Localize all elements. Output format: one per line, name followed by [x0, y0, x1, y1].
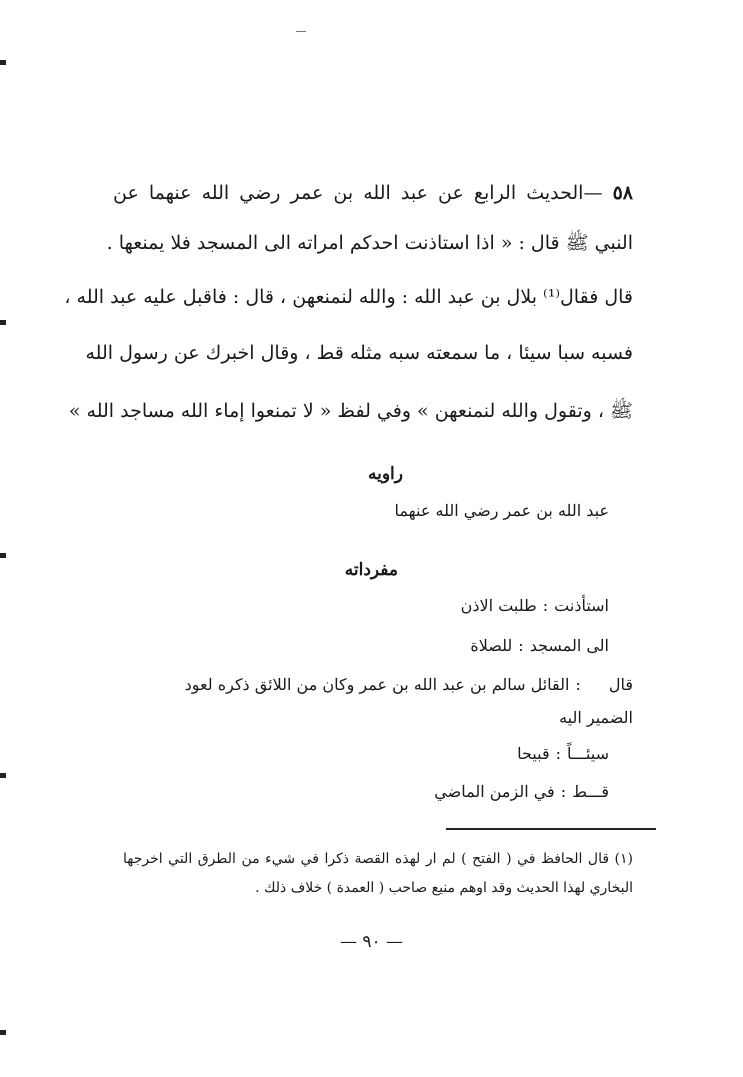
hadith-line-3: قال فقال⁽¹⁾ بلال بن عبد الله : والله لنمنعهن ، قال : فاقبل عليه عبد الله ، — [64, 286, 633, 308]
vocab-heading: مفرداته — [344, 560, 398, 580]
vocab-separator: : — [542, 596, 549, 615]
narrator-heading: راويه — [368, 464, 403, 484]
vocab-term: سيئـــاً — [567, 744, 609, 763]
footnote-line-2: البخاري لهذا الحديث وقد اوهم منيع صاحب ( العمدة ) خلاف ذلك . — [255, 880, 633, 896]
vocab-row — [434, 779, 609, 805]
hadith-line-1 — [113, 178, 633, 208]
vocab-meaning: قبيحا — [517, 744, 550, 763]
vocab-row — [470, 633, 609, 659]
hadith-line-4: فسبه سبا سيئا ، ما سمعته سبه مثله قط ، وقال اخبرك عن رسول الله — [85, 342, 633, 364]
vocab-separator: : — [555, 744, 561, 763]
vocab-term: قال — [608, 675, 633, 694]
vocab-row — [461, 593, 609, 619]
vocab-separator: : — [575, 675, 581, 694]
vocab-meaning: للصلاة — [470, 636, 513, 655]
vocab-meaning: القائل سالم بن عبد الله بن عمر وكان من اللائق ذكره لعود — [184, 675, 570, 694]
edge-mark — [0, 773, 6, 778]
vocab-row — [185, 672, 633, 698]
vocab-row — [517, 741, 609, 767]
vocab-meaning: في الزمن الماضي — [434, 782, 555, 801]
vocab-separator: : — [518, 636, 524, 655]
vocab-term: استأذنت — [554, 596, 609, 615]
vocab-term: قـــط — [572, 782, 609, 801]
edge-mark — [0, 60, 6, 65]
hadith-line-text: —الحديث الرابع عن عبد الله بن عمر رضي الله عنهما عن — [113, 182, 603, 204]
vocab-separator: : — [560, 782, 567, 801]
hadith-number: ٥٨ — [612, 182, 633, 204]
edge-mark — [0, 1030, 6, 1035]
vocab-term: الى المسجد — [529, 636, 609, 655]
vocab-continuation: الضمير اليه — [559, 708, 633, 727]
edge-mark — [0, 553, 6, 558]
page-number: — ٩٠ — — [339, 932, 404, 952]
hadith-line-2: النبي ﷺ قال : « اذا استاذنت احدكم امراته الى المسجد فلا يمنعها . — [106, 232, 633, 254]
top-scan-mark — [296, 31, 306, 32]
narrator-text: عبد الله بن عمر رضي الله عنهما — [394, 501, 609, 520]
footnote-rule — [446, 828, 656, 830]
vocab-meaning: طلبت الاذن — [460, 596, 537, 615]
footnote-line-1: (١) قال الحافظ في ( الفتح ) لم ار لهذه القصة ذكرا في شيء من الطرق التي اخرجها — [123, 851, 633, 867]
hadith-line-5: ﷺ ، وتقول والله لنمنعهن » وفي لفظ « لا تمنعوا إماء الله مساجد الله » — [68, 400, 633, 422]
edge-mark — [0, 320, 6, 325]
